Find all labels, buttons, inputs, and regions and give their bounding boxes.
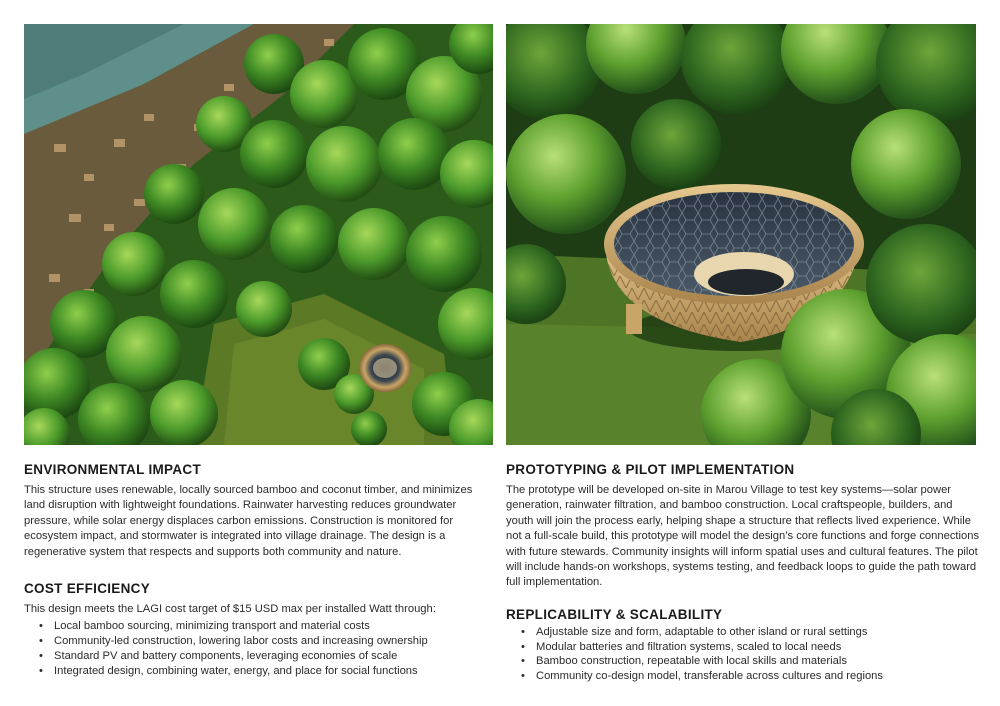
bamboo-structure-image [506,24,976,445]
list-item: • Community co-design model, transferable across cultures and regions [536,669,981,684]
cost-efficiency-heading: COST EFFICIENCY [24,581,151,597]
right-text-column [506,461,981,684]
list-item: • Modular batteries and filtration systems, scaled to local needs [536,640,981,655]
prototyping-body: The prototype will be developed on-site in Marou Village to test key systems—solar power generation, rainwater filtration, and bamboo construction. Local craftspeople, builders, and youth will join the process early, helping shape a structure that reflects lived experience. While not a full-scale build, this prototype will model the design’s core functions and forge connections with future stewards. Community insights will inform spatial uses and cultural features. The pilot will include hands-on workshops, systems testing, and feedback loops to guide the path toward full implementation. [506,484,980,589]
cost-efficiency-section [24,580,494,679]
aerial-forest-illustration [24,24,493,445]
left-text-column [24,461,494,679]
list-item: • Integrated design, combining water, energy, and place for social functions [54,664,494,679]
list-item: • Bamboo construction, repeatable with local skills and materials [536,654,981,669]
list-item: • Local bamboo sourcing, minimizing transport and material costs [54,619,494,634]
cost-efficiency-list [24,619,494,678]
list-item: • Standard PV and battery components, leveraging economies of scale [54,649,494,664]
cost-efficiency-intro: This design meets the LAGI cost target of $15 USD max per installed Watt through: [24,603,436,616]
replicability-heading: REPLICABILITY & SCALABILITY [506,606,723,622]
prototyping-section [506,461,981,591]
list-item: • Community-led construction, lowering labor costs and increasing ownership [54,634,494,649]
list-item: • Adjustable size and form, adaptable to other island or rural settings [536,625,981,640]
environmental-impact-body: This structure uses renewable, locally sourced bamboo and coconut timber, and minimizes land disruption with lightweight foundations. Rainwater harvesting reduces groundwater pressure, while solar energy displaces carbon emissions. Construction is monitored for ecosystem impact, and stormwater is integrated into village drainage. The design is a regenerative system that respects and supports both community and nature. [24,484,473,558]
environmental-impact-heading: ENVIRONMENTAL IMPACT [24,462,201,477]
prototyping-heading: PROTOTYPING & PILOT IMPLEMENTATION [506,462,795,477]
replicability-section [506,606,981,684]
aerial-forest-image [24,24,493,445]
bamboo-structure-illustration [506,24,976,445]
environmental-impact-section [24,461,494,560]
replicability-list [506,625,981,684]
